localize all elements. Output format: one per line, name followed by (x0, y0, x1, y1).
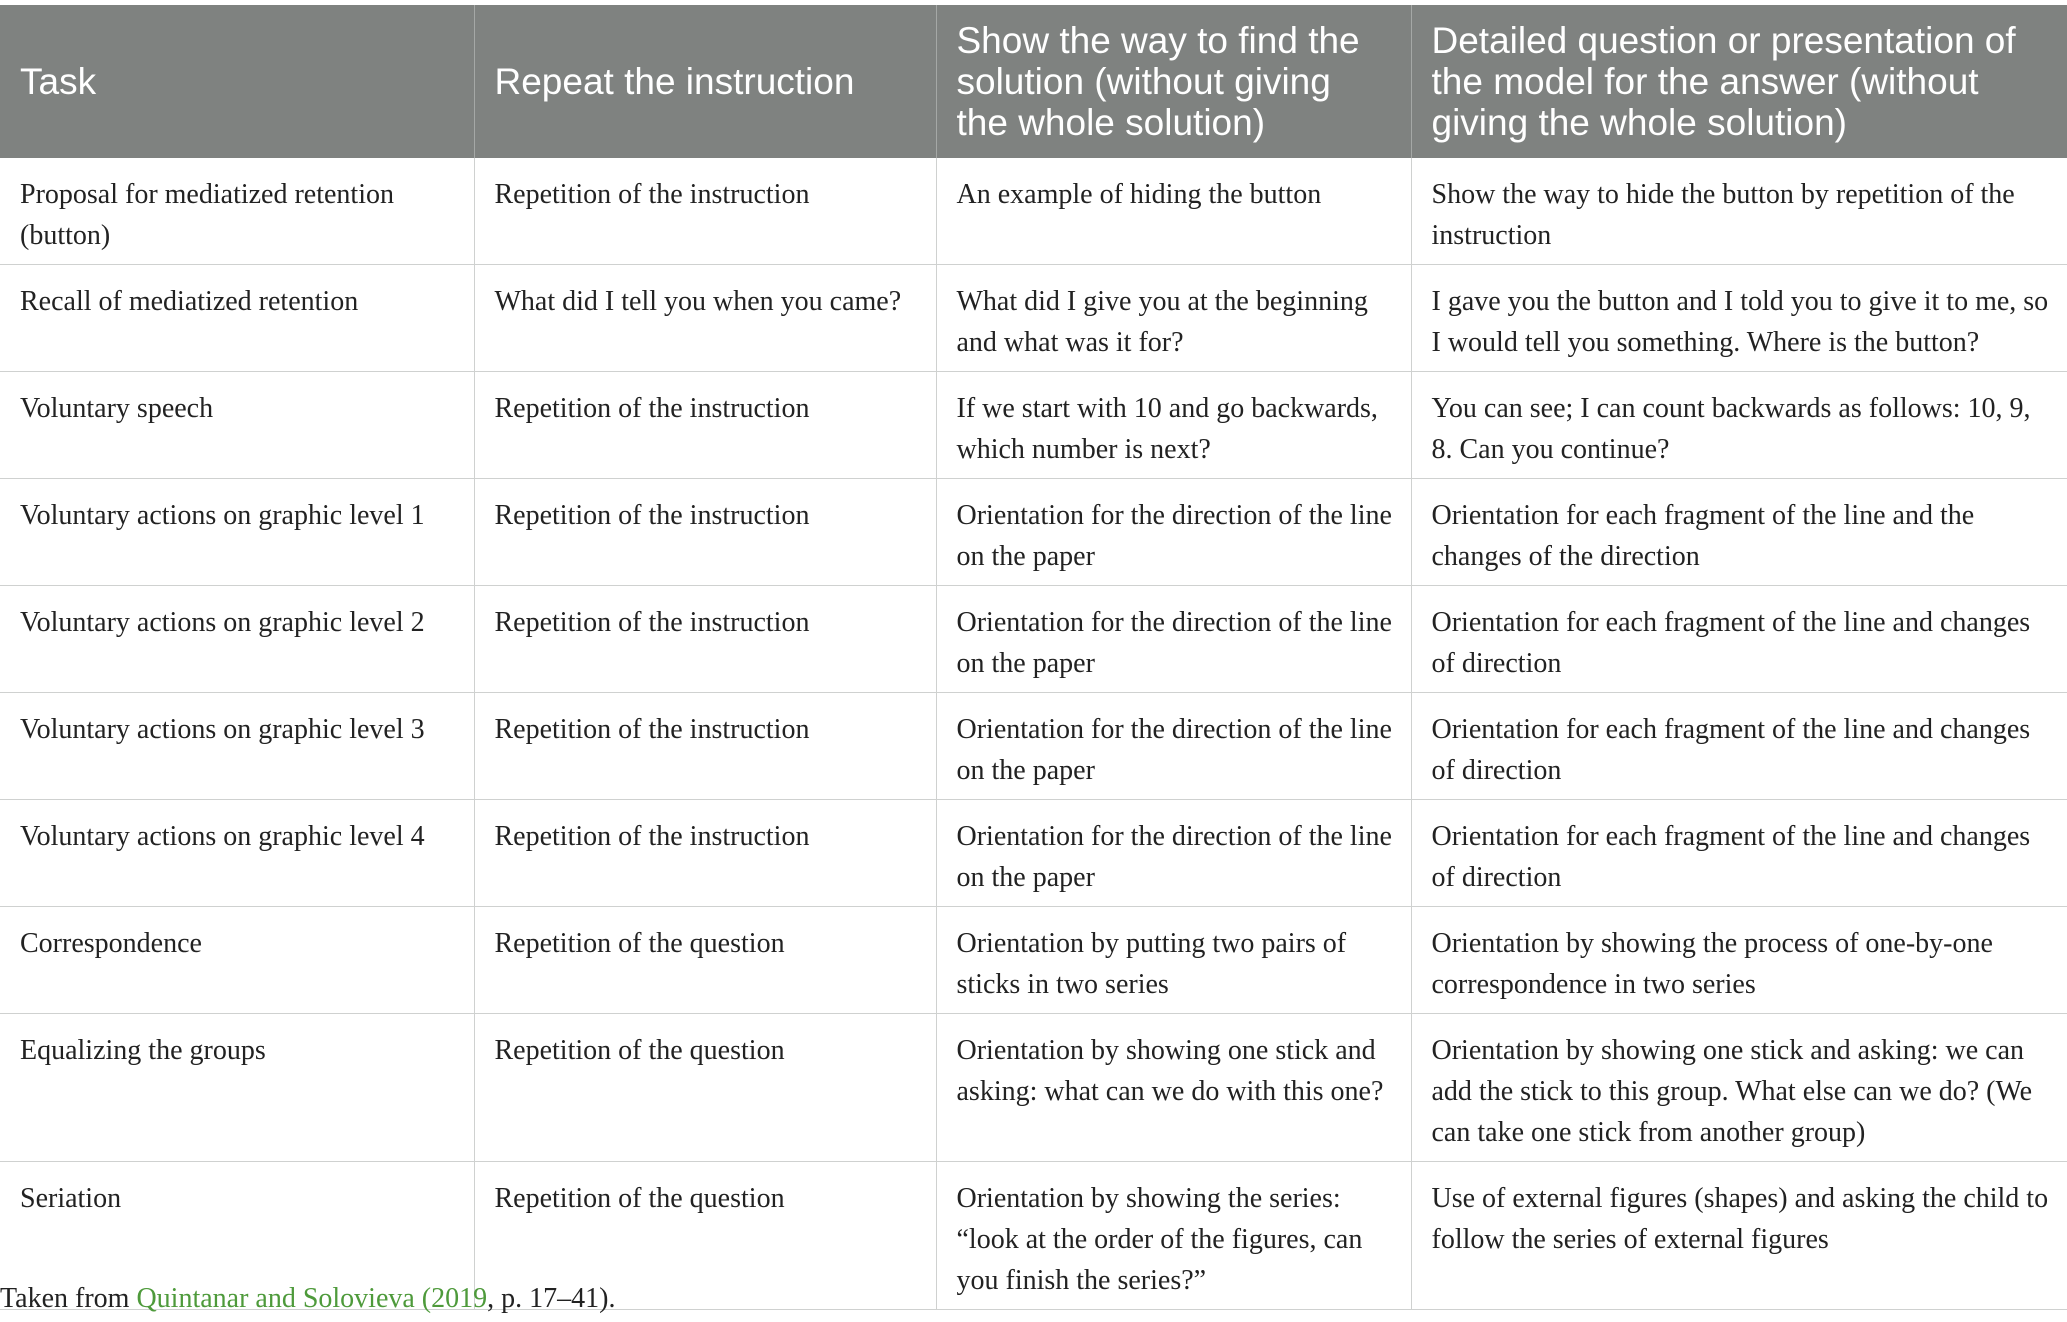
table-cell: Orientation for the direction of the line on the paper (936, 586, 1411, 693)
table-cell: Correspondence (0, 907, 474, 1014)
table-cell: What did I give you at the beginning and what was it for? (936, 265, 1411, 372)
table-cell: Repetition of the instruction (474, 372, 936, 479)
table-cell: Orientation for the direction of the line on the paper (936, 693, 1411, 800)
table-footnote (0, 1282, 615, 1316)
table-cell: An example of hiding the button (936, 158, 1411, 265)
table-cell: Orientation for each fragment of the line and changes of direction (1411, 586, 2067, 693)
table-cell: What did I tell you when you came? (474, 265, 936, 372)
table-row (0, 372, 2067, 479)
table-cell: Repetition of the instruction (474, 693, 936, 800)
table-cell: Repetition of the instruction (474, 800, 936, 907)
table-cell: Orientation by showing the series: “look at the order of the figures, can you finish the series?” (936, 1162, 1411, 1310)
table-body (0, 158, 2067, 1310)
table-row (0, 800, 2067, 907)
table-cell: Repetition of the question (474, 1162, 936, 1310)
table-cell: Orientation for each fragment of the line and the changes of the direction (1411, 479, 2067, 586)
table-cell: Repetition of the instruction (474, 479, 936, 586)
table-cell: If we start with 10 and go backwards, which number is next? (936, 372, 1411, 479)
table-cell: Orientation for the direction of the line on the paper (936, 800, 1411, 907)
footnote-prefix: Taken from (0, 1283, 137, 1314)
table-cell: Recall of mediatized retention (0, 265, 474, 372)
table-cell: Voluntary actions on graphic level 3 (0, 693, 474, 800)
header-cell-task: Task (0, 5, 474, 158)
table-row (0, 1014, 2067, 1162)
table-row (0, 693, 2067, 800)
table-row (0, 586, 2067, 693)
header-cell-show-way: Show the way to find the solution (without giving the whole solution) (936, 5, 1411, 158)
citation-link[interactable]: Quintanar and Solovieva (2019 (136, 1283, 488, 1314)
table-cell: Repetition of the question (474, 1014, 936, 1162)
table-cell: Orientation for the direction of the line on the paper (936, 479, 1411, 586)
table-cell: Orientation for each fragment of the line and changes of direction (1411, 800, 2067, 907)
header-row (0, 5, 2067, 158)
table-cell: Voluntary speech (0, 372, 474, 479)
table-cell: Repetition of the instruction (474, 158, 936, 265)
table-row (0, 265, 2067, 372)
data-table (0, 5, 2067, 1310)
table-cell: Voluntary actions on graphic level 1 (0, 479, 474, 586)
table-row (0, 479, 2067, 586)
table-row (0, 158, 2067, 265)
table-cell: Seriation (0, 1162, 474, 1310)
table-cell: Orientation for each fragment of the line and changes of direction (1411, 693, 2067, 800)
table-cell: Voluntary actions on graphic level 2 (0, 586, 474, 693)
table-cell: I gave you the button and I told you to give it to me, so I would tell you something. Where is the button? (1411, 265, 2067, 372)
table-cell: Orientation by showing the process of one-by-one correspondence in two series (1411, 907, 2067, 1014)
table-cell: Show the way to hide the button by repetition of the instruction (1411, 158, 2067, 265)
table-cell: Proposal for mediatized retention (button) (0, 158, 474, 265)
table-cell: Voluntary actions on graphic level 4 (0, 800, 474, 907)
table-cell: Orientation by putting two pairs of sticks in two series (936, 907, 1411, 1014)
table-cell: Use of external figures (shapes) and asking the child to follow the series of external figures (1411, 1162, 2067, 1310)
table-cell: Repetition of the question (474, 907, 936, 1014)
header-cell-repeat: Repeat the instruction (474, 5, 936, 158)
header-cell-detailed: Detailed question or presentation of the model for the answer (without giving the whole solution) (1411, 5, 2067, 158)
footnote-suffix: , p. 17–41). (487, 1283, 616, 1314)
table-container (0, 5, 2067, 1310)
table-cell: Orientation by showing one stick and asking: we can add the stick to this group. What else can we do? (We can take one stick from another group) (1411, 1014, 2067, 1162)
table-cell: Orientation by showing one stick and asking: what can we do with this one? (936, 1014, 1411, 1162)
table-cell: You can see; I can count backwards as follows: 10, 9, 8. Can you continue? (1411, 372, 2067, 479)
table-row (0, 907, 2067, 1014)
table-header (0, 5, 2067, 158)
table-cell: Repetition of the instruction (474, 586, 936, 693)
table-cell: Equalizing the groups (0, 1014, 474, 1162)
